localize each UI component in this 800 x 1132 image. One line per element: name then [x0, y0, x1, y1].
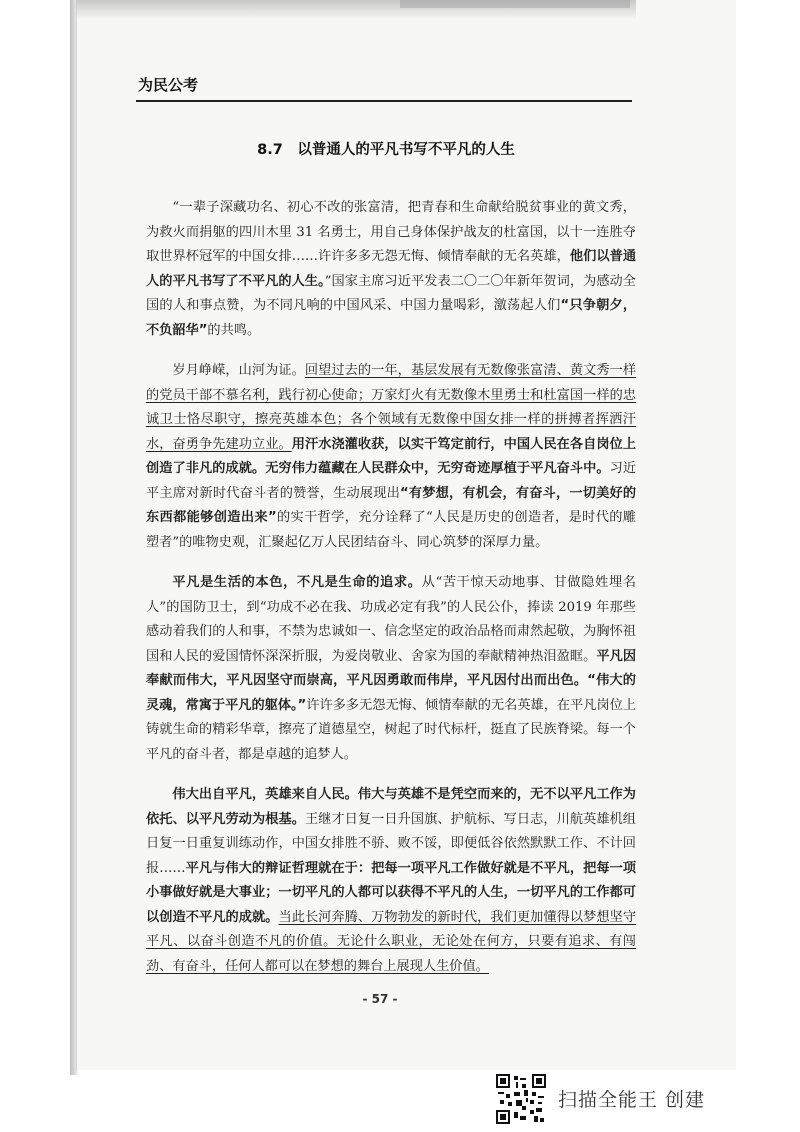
text-run-2-3: 用汗水浇灌收获，以实干笃定前行，中国人民在各自岗位上创造了非凡的成就。无穷伟力蕴藏在人民群众中，无穷奇迹厚植于平凡奋斗中。: [146, 436, 637, 476]
text-run-2-1: 岁月峥嵘，山河为证。: [172, 363, 305, 378]
text-run-1-5: 的共鸣。: [207, 322, 261, 338]
text-run-1-3: ”国家主席习近平发表二〇二〇年新年贺词，为感动全国的人和事点赞，为不同凡响的中国风采、中国力量喝彩，激荡起人们: [146, 273, 636, 313]
text-run-1-4: “只争朝夕，不负韶华”: [146, 298, 637, 338]
scan-shadow-dark: [400, 0, 630, 8]
text-run-4-4: 当此长河奔腾、万物勃发的新时代，我们更加懂得以梦想坚守平凡、以奋斗创造不凡的价值。无论什么职业，无论处在何方，只要有追求、有闯劲、有奋斗，任何人都可以在梦想的舞台上展现人生价值。: [146, 909, 637, 974]
text-run-1-2: 他们以普通人的平凡书写了不平凡的人生。: [146, 249, 637, 289]
header-rule: [136, 100, 632, 102]
scanner-watermark: 扫描全能王 创建: [558, 1089, 706, 1111]
text-run-4-2: 王继才日复一日升国旗、护航标、写日志，川航英雄机组日复一日重复训练动作，中国女排胜不骄、败不馁，即便低谷依然默默工作、不计回报……: [146, 811, 636, 876]
text-run-2-2: 回望过去的一年，基层发展有无数像张富清、黄文秀一样的党员干部不慕名利，践行初心使命；万家灯火有无数像木里勇士和杜富国一样的忠诚卫士恪尽职守，擦亮英雄本色；各个领域有无数像中国女排一样的拼搏者挥洒汗水，奋勇争先建功立业。: [146, 363, 637, 452]
text-run-4-3: 平凡与伟大的辩证哲理就在于：把每一项平凡工作做好就是不平凡，把每一项小事做好就是大事业；一切平凡的人都可以获得不平凡的人生，一切平凡的工作都可以创造不平凡的成就。: [146, 860, 637, 925]
text-run-3-1: 平凡是生活的本色，不凡是生命的追求。: [172, 575, 422, 590]
text-run-2-5: “有梦想，有机会，有奋斗，一切美好的东西都能够创造出来”: [146, 485, 637, 525]
text-run-1-1: “一辈子深藏功名、初心不改的张富清，把青春和生命献给脱贫事业的黄文秀，为救火而捐躯的四川木里 31 名勇士，用自己身体保护战友的杜富国，以十一连胜夺取世界杯冠军的中国女排……许许多多无怨无悔、倾情奉献的无名英雄，: [146, 200, 636, 264]
text-run-2-4: 习近平主席对新时代奋斗者的赞誉，生动展现出: [146, 461, 637, 501]
text-run-3-3: 平凡因奉献而伟大，平凡因坚守而崇高，平凡因勇敢而伟岸，平凡因付出而出色。“伟大的灵魂，常寓于平凡的躯体。”: [146, 648, 637, 713]
paragraph-3: [146, 571, 636, 767]
text-run-3-4: 许许多多无怨无悔、倾情奉献的无名英雄，在平凡岗位上铸就生命的精彩华章，擦亮了道德星空，树起了时代标杆，挺直了民族脊梁。每一个平凡的奋斗者，都是卓越的追梦人。: [146, 697, 637, 762]
section-title: 8.7 以普通人的平凡书写不平凡的人生: [257, 142, 515, 158]
text-run-3-2: 从“苦干惊天动地事、甘做隐姓埋名人”的国防卫士，到“功成不必在我、功成必定有我”的人民公仆，捧读 2019 年那些感动着我们的人和事，不禁为忠诚如一、信念坚定的政治品格而肃然起敬，为胸怀祖国和人民的爱国情怀深深折服，为爱岗敬业、舍家为国的奉献精神热泪盈眶。: [146, 575, 636, 664]
paragraph-4: [146, 783, 636, 979]
text-run-2-6: 的实干哲学，充分诠释了“人民是历史的创造者，是时代的雕塑者”的唯物史观，汇聚起亿万人民团结奋斗、同心筑梦的深厚力量。: [146, 510, 636, 550]
paragraph-1: [146, 196, 636, 343]
page-number: - 57 -: [362, 992, 398, 1006]
paragraph-2: [146, 359, 636, 555]
text-run-4-1: 伟大出自平凡，英雄来自人民。伟大与英雄不是凭空而来的，无不以平凡工作为依托、以平凡劳动为根基。: [146, 787, 636, 827]
article-body: [146, 196, 636, 995]
running-header: 为民公考: [138, 76, 199, 94]
qr-code-icon: [496, 1074, 546, 1124]
